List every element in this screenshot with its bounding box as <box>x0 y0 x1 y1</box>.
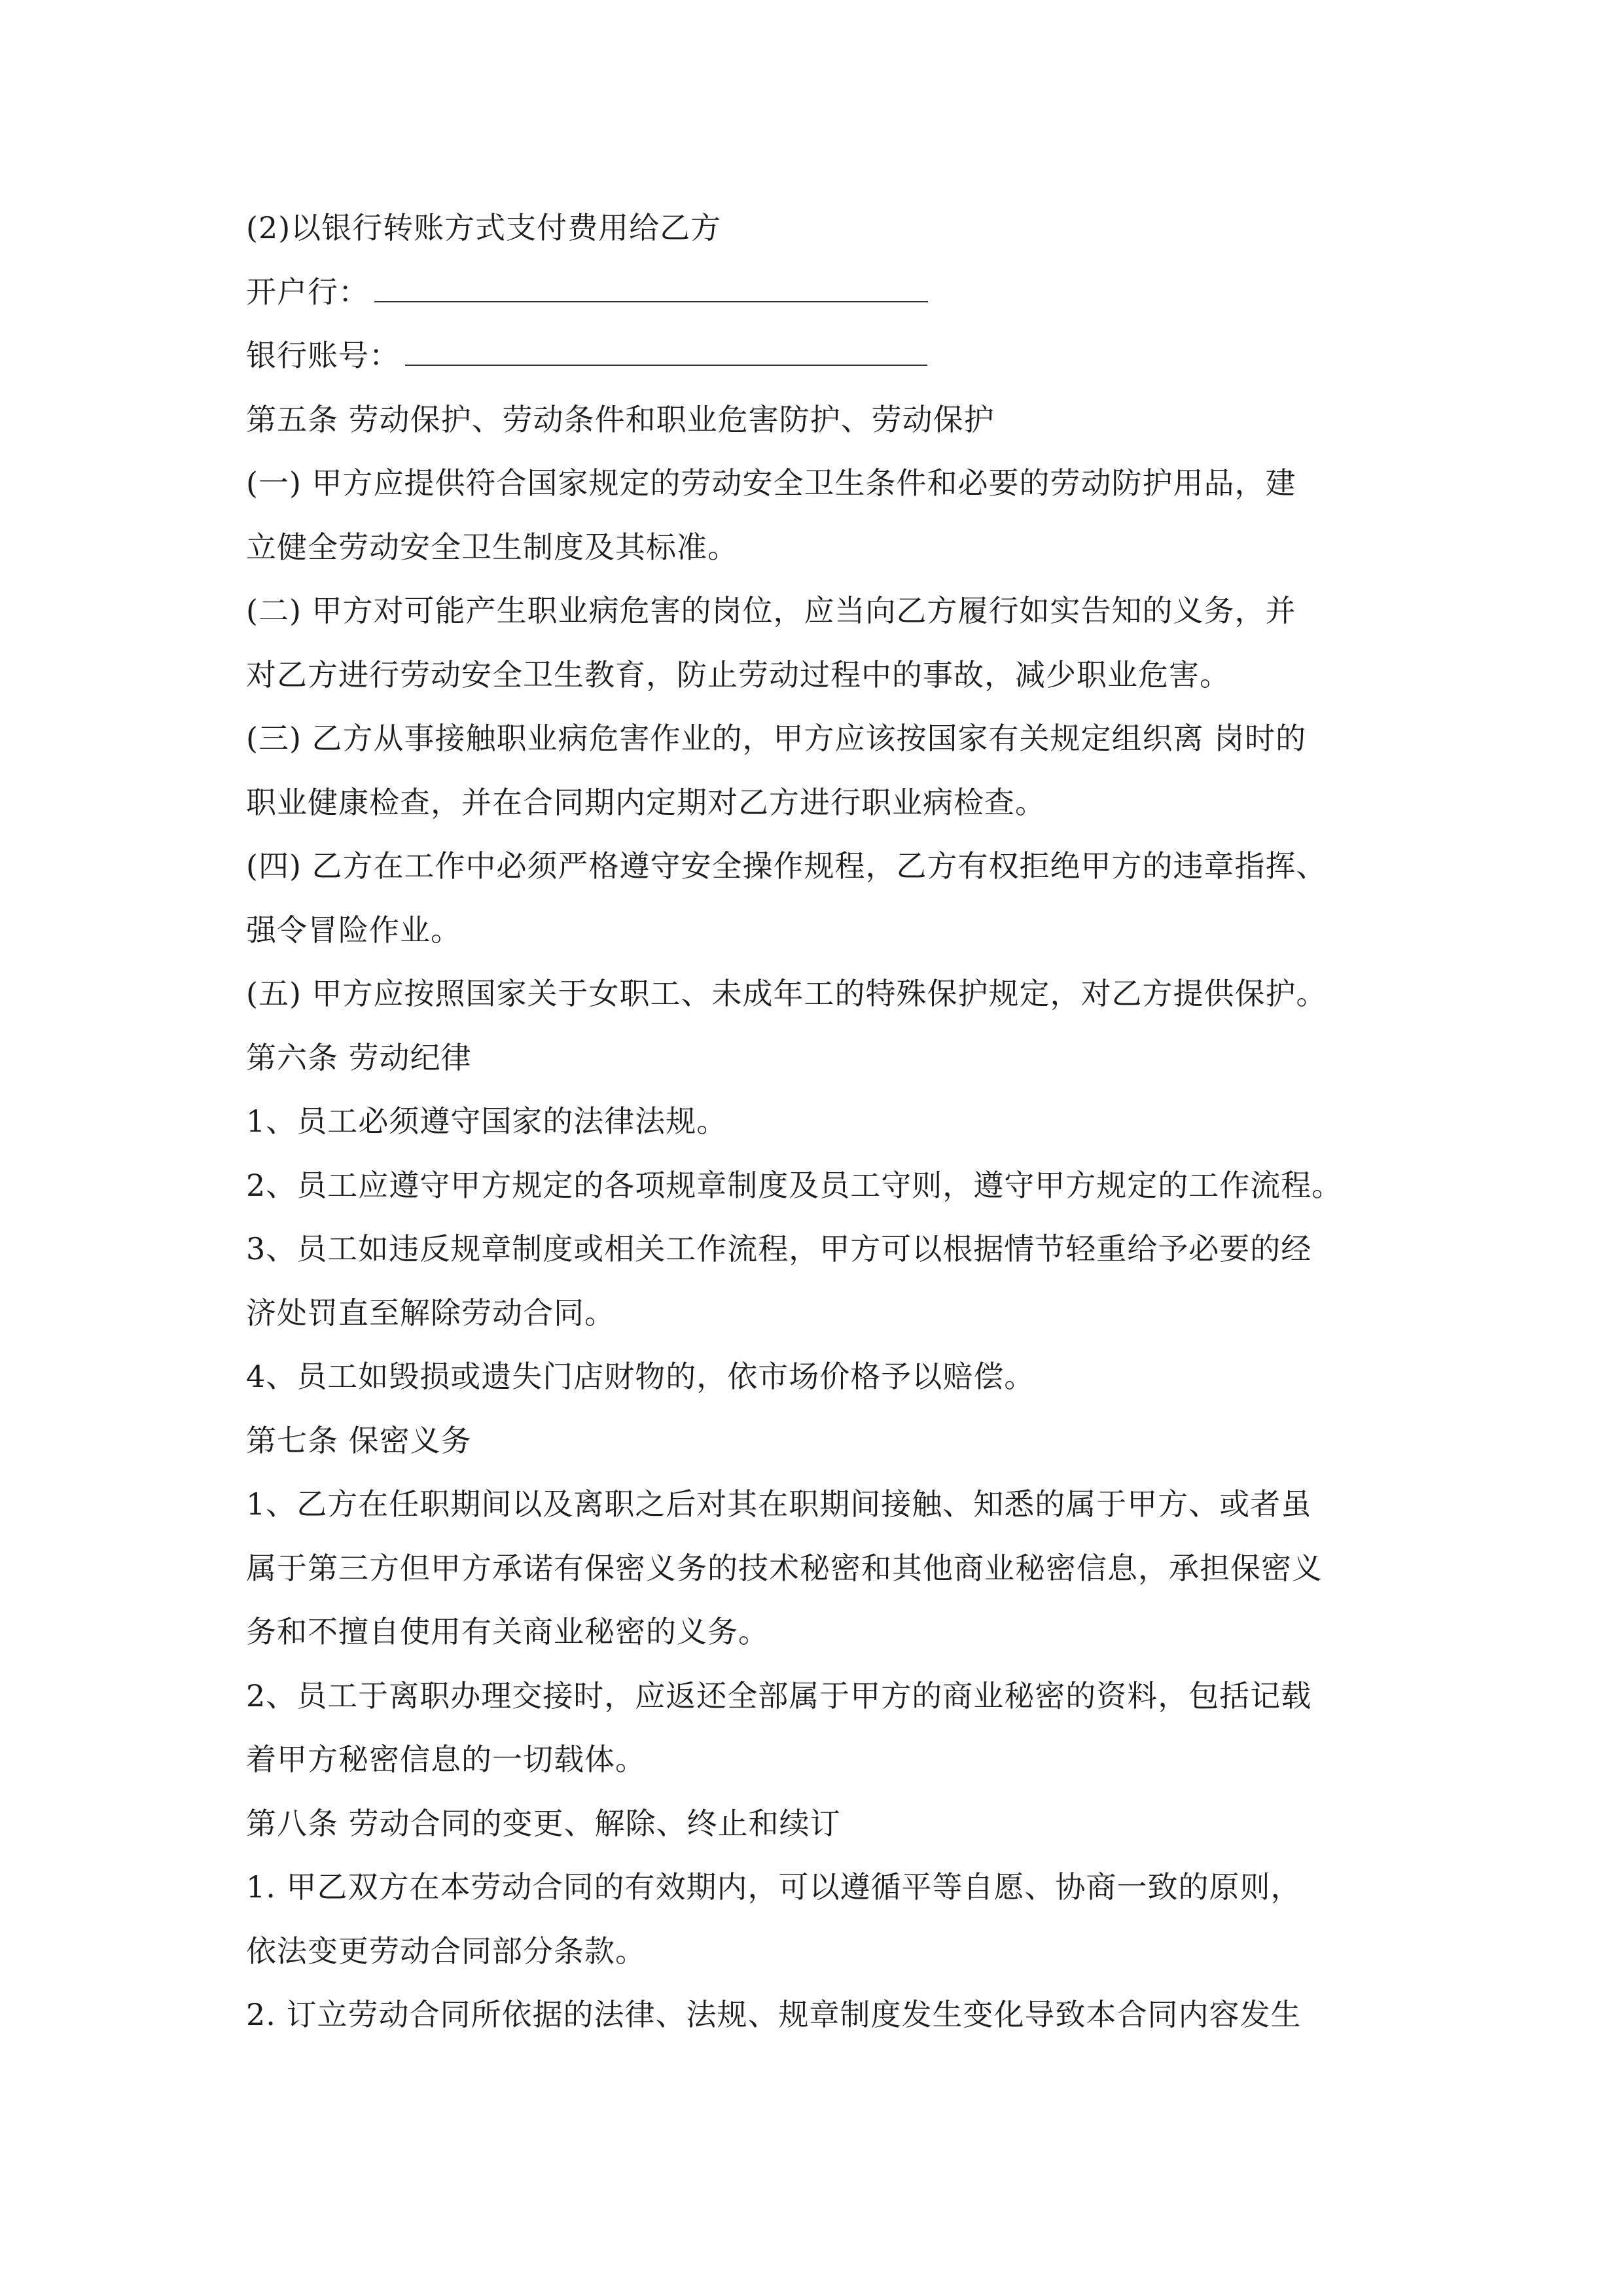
paragraph-line: 1. 甲乙双方在本劳动合同的有效期内，可以遵循平等自愿、协商一致的原则， <box>246 1869 1302 1905</box>
paragraph-line: 属于第三方但甲方承诺有保密义务的技术秘密和其他商业秘密信息，承担保密义 <box>246 1550 1323 1586</box>
paragraph-line: 2、员工应遵守甲方规定的各项规章制度及员工守则，遵守甲方规定的工作流程。 <box>246 1167 1343 1203</box>
paragraph-line: (一) 甲方应提供符合国家规定的劳动安全卫生条件和必要的劳动防护用品，建 <box>246 465 1296 501</box>
paragraph-line: (二) 甲方对可能产生职业病危害的岗位，应当向乙方履行如实告知的义务，并 <box>246 593 1296 628</box>
paragraph-line: 2. 订立劳动合同所依据的法律、法规、规章制度发生变化导致本合同内容发生 <box>246 1997 1302 2032</box>
paragraph-line: 济处罚直至解除劳动合同。 <box>246 1295 615 1331</box>
paragraph-line: 职业健康检查，并在合同期内定期对乙方进行职业病检查。 <box>246 784 1046 820</box>
bank-account-line: 银行账号： <box>246 324 1398 388</box>
paragraph-line: 4、员工如毁损或遗失门店财物的，依市场价格予以赔偿。 <box>246 1359 1035 1394</box>
paragraph-line: 务和不擅自使用有关商业秘密的义务。 <box>246 1614 769 1649</box>
paragraph-line: 3、员工如违反规章制度或相关工作流程，甲方可以根据情节轻重给予必要的经 <box>246 1231 1312 1266</box>
article-8-heading: 第八条 劳动合同的变更、解除、终止和续订 <box>246 1805 841 1841</box>
bank-account-blank <box>405 334 927 366</box>
bank-name-blank <box>374 271 928 302</box>
paragraph-line: 立健全劳动安全卫生制度及其标准。 <box>246 529 738 565</box>
payment-method-line: (2)以银行转账方式支付费用给乙方 <box>246 210 722 245</box>
paragraph-line: (四) 乙方在工作中必须严格遵守安全操作规程，乙方有权拒绝甲方的违章指挥、 <box>246 848 1327 884</box>
paragraph-line: (三) 乙方从事接触职业病危害作业的，甲方应该按国家有关规定组织离 岗时的 <box>246 721 1307 756</box>
paragraph-line: 着甲方秘密信息的一切载体。 <box>246 1742 646 1777</box>
paragraph-line: 对乙方进行劳动安全卫生教育，防止劳动过程中的事故，减少职业危害。 <box>246 656 1230 692</box>
paragraph-line: 强令冒险作业。 <box>246 912 461 948</box>
bank-name-line: 开户行： <box>246 260 1398 325</box>
paragraph-line: 2、员工于离职办理交接时，应返还全部属于甲方的商业秘密的资料，包括记载 <box>246 1677 1312 1713</box>
document-body <box>246 196 1398 2047</box>
paragraph-line: 1、乙方在任职期间以及离职之后对其在职期间接触、知悉的属于甲方、或者虽 <box>246 1486 1312 1522</box>
article-7-heading: 第七条 保密义务 <box>246 1422 472 1458</box>
paragraph-line: 1、员工必须遵守国家的法律法规。 <box>246 1103 728 1139</box>
article-6-heading: 第六条 劳动纪律 <box>246 1039 472 1075</box>
paragraph-line: 依法变更劳动合同部分条款。 <box>246 1933 646 1969</box>
paragraph-line: (五) 甲方应按照国家关于女职工、未成年工的特殊保护规定，对乙方提供保护。 <box>246 976 1327 1011</box>
article-5-heading: 第五条 劳动保护、劳动条件和职业危害防护、劳动保护 <box>246 401 995 437</box>
